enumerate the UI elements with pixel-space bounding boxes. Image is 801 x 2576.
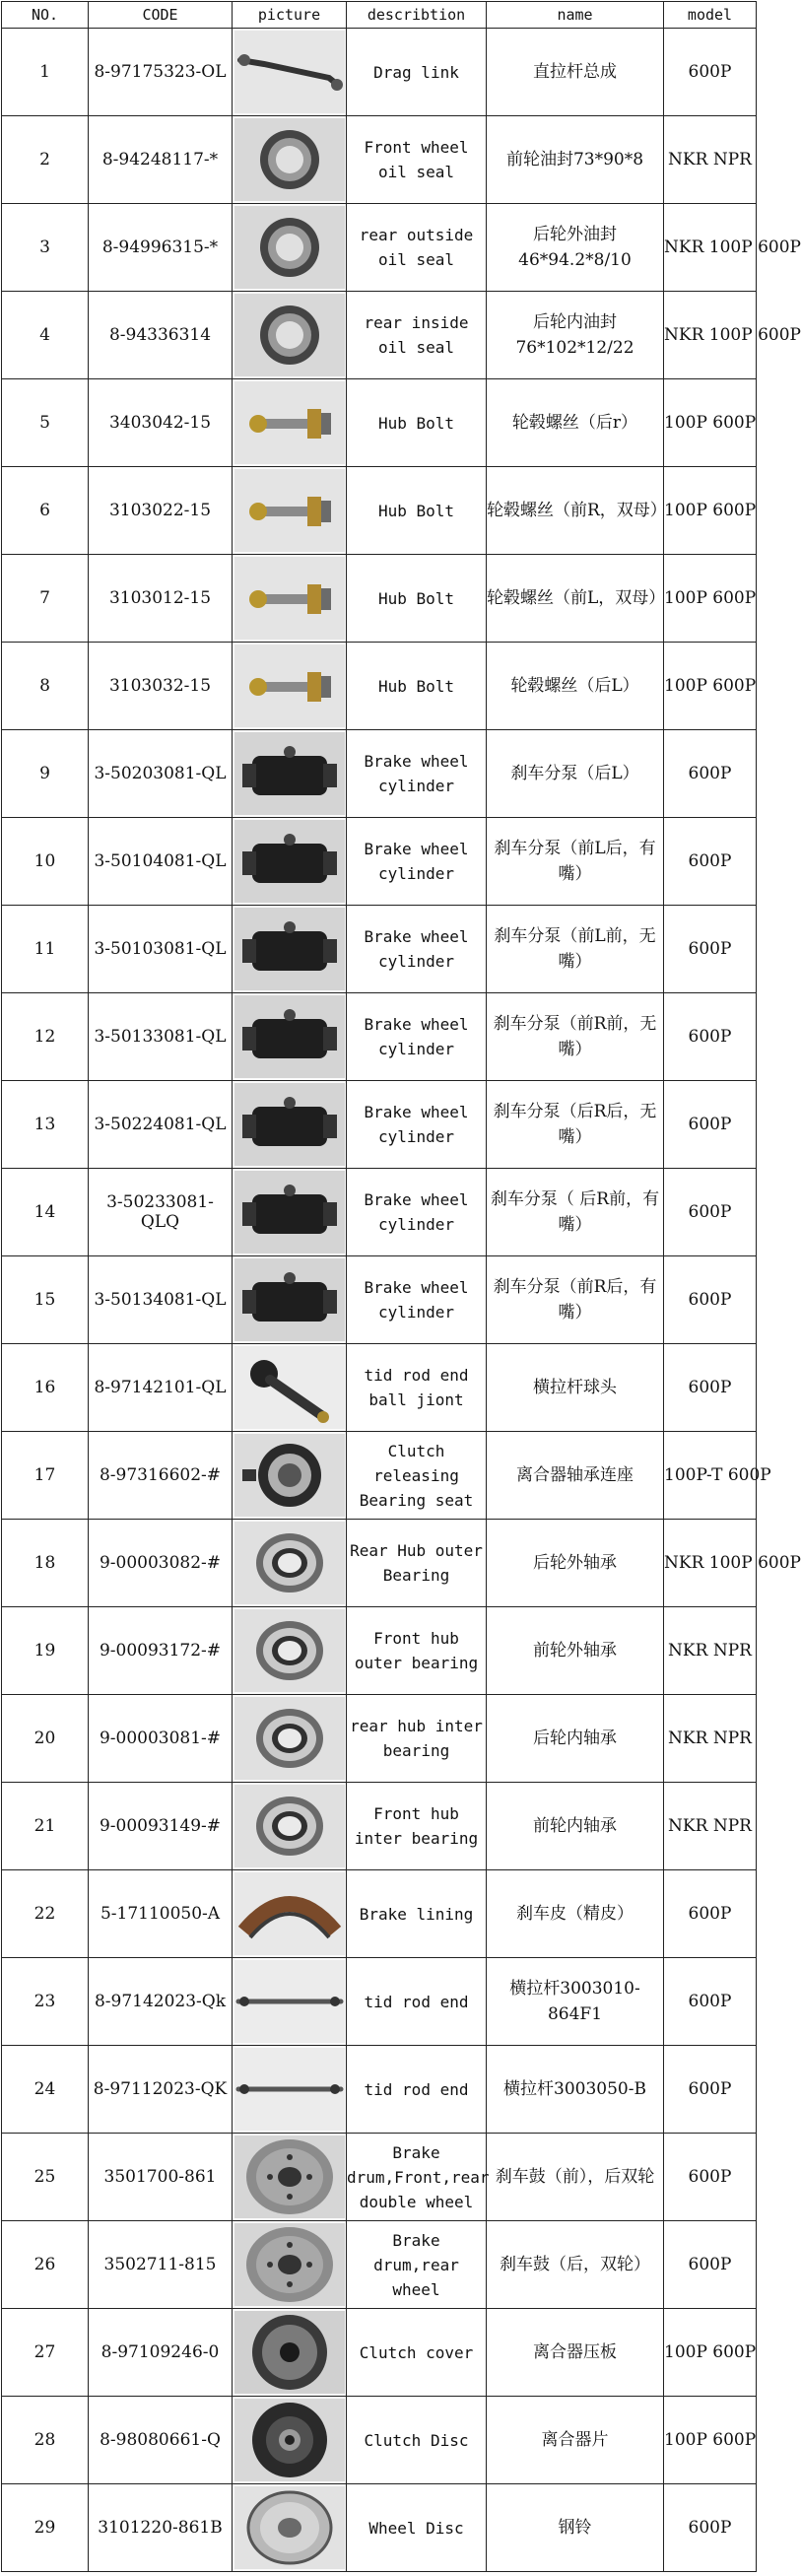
part-model: 600P (664, 1256, 757, 1344)
row-number: 2 (2, 116, 89, 204)
wheel-cylinder-icon (234, 1258, 345, 1341)
brake-drum-icon (234, 2223, 345, 2306)
part-code: 9-00003081-# (89, 1695, 233, 1783)
part-code: 3-50103081-QL (89, 906, 233, 993)
wheel-cylinder-icon (234, 1171, 345, 1254)
table-row (2, 1344, 757, 1432)
hub-bolt-icon (234, 469, 345, 552)
row-number: 10 (2, 818, 89, 906)
wheel-cylinder-icon (234, 820, 345, 903)
wheel-cylinder-icon (234, 732, 345, 815)
part-name: 刹车分泵（前R后，有嘴） (487, 1256, 664, 1344)
part-model: 600P (664, 2046, 757, 2134)
part-description: Brake wheel cylinder (347, 1169, 487, 1256)
part-model: NKR NPR (664, 116, 757, 204)
part-model: NKR 100P 600P (664, 292, 757, 379)
part-name: 前轮油封73*90*8 (487, 116, 664, 204)
part-picture (233, 29, 347, 116)
table-row (2, 2309, 757, 2397)
part-picture (233, 1256, 347, 1344)
part-model: 100P 600P (664, 2309, 757, 2397)
part-name: 横拉杆3003050-B (487, 2046, 664, 2134)
part-name: 刹车鼓（后，双轮） (487, 2221, 664, 2309)
part-name: 刹车分泵（后L） (487, 730, 664, 818)
table-row (2, 2221, 757, 2309)
row-number: 21 (2, 1783, 89, 1870)
row-number: 5 (2, 379, 89, 467)
part-name: 刹车皮（精皮） (487, 1870, 664, 1958)
bearing-icon (234, 1522, 345, 1604)
table-row (2, 204, 757, 292)
oil-seal-icon (234, 294, 345, 376)
row-number: 19 (2, 1607, 89, 1695)
part-code: 8-97175323-OL (89, 29, 233, 116)
part-description: Hub Bolt (347, 555, 487, 643)
part-name: 轮毂螺丝（后r） (487, 379, 664, 467)
part-code: 8-97109246-0 (89, 2309, 233, 2397)
part-description: Rear Hub outer Bearing (347, 1520, 487, 1607)
part-picture (233, 2134, 347, 2221)
drag-link-icon (234, 31, 345, 113)
table-row (2, 2397, 757, 2484)
part-code: 3101220-861B (89, 2484, 233, 2572)
part-picture (233, 1344, 347, 1432)
part-description: Brake drum,Front,rear double wheel (347, 2134, 487, 2221)
part-model: 600P (664, 1081, 757, 1169)
row-number: 23 (2, 1958, 89, 2046)
part-model: 600P (664, 730, 757, 818)
row-number: 12 (2, 993, 89, 1081)
part-code: 3103012-15 (89, 555, 233, 643)
table-row (2, 993, 757, 1081)
row-number: 26 (2, 2221, 89, 2309)
part-model: 600P (664, 1169, 757, 1256)
part-picture (233, 2397, 347, 2484)
wheel-cylinder-icon (234, 1083, 345, 1166)
part-description: rear inside oil seal (347, 292, 487, 379)
part-picture (233, 1520, 347, 1607)
part-picture (233, 1695, 347, 1783)
wheel-disc-icon (234, 2486, 345, 2569)
tie-rod-icon (234, 2048, 345, 2131)
part-picture (233, 993, 347, 1081)
parts-table (1, 1, 801, 2572)
row-number: 28 (2, 2397, 89, 2484)
brake-drum-icon (234, 2135, 345, 2218)
part-name: 横拉杆3003010-864F1 (487, 1958, 664, 2046)
part-description: Hub Bolt (347, 643, 487, 730)
table-row (2, 643, 757, 730)
part-description: Clutch cover (347, 2309, 487, 2397)
part-name: 离合器轴承连座 (487, 1432, 664, 1520)
part-description: Brake wheel cylinder (347, 730, 487, 818)
table-row (2, 379, 757, 467)
part-description: Clutch Disc (347, 2397, 487, 2484)
part-model: 100P 600P (664, 555, 757, 643)
row-number: 11 (2, 906, 89, 993)
header-description: describtion (347, 2, 487, 29)
part-model: NKR 100P 600P (664, 204, 757, 292)
bearing-icon (234, 1609, 345, 1692)
part-picture (233, 116, 347, 204)
part-code: 8-94996315-* (89, 204, 233, 292)
row-number: 22 (2, 1870, 89, 1958)
header-code: CODE (89, 2, 233, 29)
part-code: 8-97142101-QL (89, 1344, 233, 1432)
part-name: 刹车分泵（前R前，无嘴） (487, 993, 664, 1081)
part-picture (233, 2221, 347, 2309)
part-name: 后轮内油封76*102*12/22 (487, 292, 664, 379)
part-description: Brake wheel cylinder (347, 906, 487, 993)
part-name: 离合器压板 (487, 2309, 664, 2397)
part-model: 600P (664, 1958, 757, 2046)
tie-rod-icon (234, 1960, 345, 2043)
part-picture (233, 1169, 347, 1256)
part-code: 3-50224081-QL (89, 1081, 233, 1169)
part-description: rear hub inter bearing (347, 1695, 487, 1783)
part-description: tid rod end ball jiont (347, 1344, 487, 1432)
part-code: 8-94248117-* (89, 116, 233, 204)
part-code: 3501700-861 (89, 2134, 233, 2221)
part-description: Drag link (347, 29, 487, 116)
table-row (2, 2134, 757, 2221)
part-description: Hub Bolt (347, 467, 487, 555)
table-row (2, 1783, 757, 1870)
part-name: 前轮内轴承 (487, 1783, 664, 1870)
row-number: 1 (2, 29, 89, 116)
row-number: 14 (2, 1169, 89, 1256)
part-name: 后轮外轴承 (487, 1520, 664, 1607)
table-row (2, 292, 757, 379)
row-number: 7 (2, 555, 89, 643)
part-model: 600P (664, 29, 757, 116)
table-row (2, 2046, 757, 2134)
part-picture (233, 730, 347, 818)
part-description: Wheel Disc (347, 2484, 487, 2572)
part-code: 3103022-15 (89, 467, 233, 555)
part-code: 9-00093149-# (89, 1783, 233, 1870)
part-name: 后轮内轴承 (487, 1695, 664, 1783)
part-picture (233, 379, 347, 467)
part-model: 600P (664, 993, 757, 1081)
table-row (2, 116, 757, 204)
table-row (2, 1958, 757, 2046)
part-description: Clutch releasing Bearing seat (347, 1432, 487, 1520)
part-picture (233, 2484, 347, 2572)
release-bearing-icon (234, 1434, 345, 1517)
part-code: 9-00003082-# (89, 1520, 233, 1607)
part-picture (233, 2309, 347, 2397)
part-code: 8-98080661-Q (89, 2397, 233, 2484)
table-row (2, 906, 757, 993)
part-code: 3-50233081-QLQ (89, 1169, 233, 1256)
header-model: model (664, 2, 757, 29)
part-picture (233, 2046, 347, 2134)
part-model: 600P (664, 906, 757, 993)
part-model: 600P (664, 2134, 757, 2221)
part-picture (233, 1607, 347, 1695)
part-description: Front hub inter bearing (347, 1783, 487, 1870)
table-row (2, 1520, 757, 1607)
part-name: 轮毂螺丝（后L） (487, 643, 664, 730)
part-name: 离合器片 (487, 2397, 664, 2484)
hub-bolt-icon (234, 381, 345, 464)
part-description: tid rod end (347, 2046, 487, 2134)
part-code: 3502711-815 (89, 2221, 233, 2309)
ball-joint-icon (234, 1346, 345, 1429)
part-name: 刹车分泵（ 后R前，有嘴） (487, 1169, 664, 1256)
row-number: 6 (2, 467, 89, 555)
part-description: rear outside oil seal (347, 204, 487, 292)
part-code: 8-94336314 (89, 292, 233, 379)
part-model: 600P (664, 1870, 757, 1958)
part-name: 钢铃 (487, 2484, 664, 2572)
table-row (2, 1169, 757, 1256)
part-description: tid rod end (347, 1958, 487, 2046)
table-row (2, 467, 757, 555)
row-number: 17 (2, 1432, 89, 1520)
part-model: 100P 600P (664, 467, 757, 555)
part-code: 8-97142023-Qk (89, 1958, 233, 2046)
part-picture (233, 643, 347, 730)
row-number: 15 (2, 1256, 89, 1344)
part-description: Front hub outer bearing (347, 1607, 487, 1695)
header-picture: picture (233, 2, 347, 29)
part-code: 3-50203081-QL (89, 730, 233, 818)
part-model: 100P 600P (664, 643, 757, 730)
header-no: NO. (2, 2, 89, 29)
row-number: 25 (2, 2134, 89, 2221)
part-description: Brake wheel cylinder (347, 818, 487, 906)
part-name: 轮毂螺丝（前L，双母） (487, 555, 664, 643)
row-number: 3 (2, 204, 89, 292)
part-name: 刹车分泵（前L后，有嘴） (487, 818, 664, 906)
part-model: 600P (664, 1344, 757, 1432)
part-name: 直拉杆总成 (487, 29, 664, 116)
table-row (2, 29, 757, 116)
part-model: 100P 600P (664, 379, 757, 467)
row-number: 27 (2, 2309, 89, 2397)
part-model: NKR NPR (664, 1783, 757, 1870)
part-model: 600P (664, 2221, 757, 2309)
part-picture (233, 906, 347, 993)
table-row (2, 818, 757, 906)
part-code: 3-50104081-QL (89, 818, 233, 906)
clutch-cover-icon (234, 2311, 345, 2394)
part-picture (233, 204, 347, 292)
part-picture (233, 555, 347, 643)
row-number: 20 (2, 1695, 89, 1783)
part-code: 8-97316602-# (89, 1432, 233, 1520)
part-picture (233, 1870, 347, 1958)
part-code: 3-50134081-QL (89, 1256, 233, 1344)
row-number: 8 (2, 643, 89, 730)
row-number: 4 (2, 292, 89, 379)
wheel-cylinder-icon (234, 908, 345, 990)
part-name: 轮毂螺丝（前R，双母） (487, 467, 664, 555)
table-row (2, 1256, 757, 1344)
bearing-icon (234, 1785, 345, 1867)
table-row (2, 1607, 757, 1695)
part-code: 3-50133081-QL (89, 993, 233, 1081)
part-description: Brake wheel cylinder (347, 993, 487, 1081)
part-picture (233, 1783, 347, 1870)
part-name: 横拉杆球头 (487, 1344, 664, 1432)
part-picture (233, 467, 347, 555)
part-description: Brake wheel cylinder (347, 1081, 487, 1169)
row-number: 18 (2, 1520, 89, 1607)
part-model: 600P (664, 818, 757, 906)
row-number: 24 (2, 2046, 89, 2134)
table-row (2, 730, 757, 818)
table-row (2, 1432, 757, 1520)
part-picture (233, 1432, 347, 1520)
part-picture (233, 818, 347, 906)
row-number: 9 (2, 730, 89, 818)
part-picture (233, 1958, 347, 2046)
wheel-cylinder-icon (234, 995, 345, 1078)
header-name: name (487, 2, 664, 29)
part-code: 8-97112023-QK (89, 2046, 233, 2134)
part-model: NKR NPR (664, 1695, 757, 1783)
part-name: 刹车鼓（前），后双轮 (487, 2134, 664, 2221)
part-model: NKR 100P 600P (664, 1520, 757, 1607)
table-row (2, 1081, 757, 1169)
part-description: Brake wheel cylinder (347, 1256, 487, 1344)
part-description: Brake drum,rear wheel (347, 2221, 487, 2309)
header-row (2, 2, 757, 29)
part-description: Brake lining (347, 1870, 487, 1958)
row-number: 29 (2, 2484, 89, 2572)
part-model: 100P-T 600P (664, 1432, 757, 1520)
part-code: 9-00093172-# (89, 1607, 233, 1695)
hub-bolt-icon (234, 644, 345, 727)
part-name: 刹车分泵（后R后，无嘴） (487, 1081, 664, 1169)
table-row (2, 2484, 757, 2572)
part-name: 刹车分泵（前L前，无嘴） (487, 906, 664, 993)
row-number: 16 (2, 1344, 89, 1432)
part-model: NKR NPR (664, 1607, 757, 1695)
part-name: 后轮外油封46*94.2*8/10 (487, 204, 664, 292)
part-description: Front wheel oil seal (347, 116, 487, 204)
part-description: Hub Bolt (347, 379, 487, 467)
part-picture (233, 1081, 347, 1169)
clutch-disc-icon (234, 2399, 345, 2481)
table-row (2, 1695, 757, 1783)
brake-lining-icon (234, 1872, 345, 1955)
oil-seal-icon (234, 118, 345, 201)
part-code: 3403042-15 (89, 379, 233, 467)
hub-bolt-icon (234, 557, 345, 640)
part-model: 100P 600P (664, 2397, 757, 2484)
oil-seal-icon (234, 206, 345, 289)
table-row (2, 1870, 757, 1958)
part-code: 5-17110050-A (89, 1870, 233, 1958)
part-picture (233, 292, 347, 379)
row-number: 13 (2, 1081, 89, 1169)
table-row (2, 555, 757, 643)
bearing-icon (234, 1697, 345, 1780)
part-code: 3103032-15 (89, 643, 233, 730)
part-name: 前轮外轴承 (487, 1607, 664, 1695)
part-model: 600P (664, 2484, 757, 2572)
